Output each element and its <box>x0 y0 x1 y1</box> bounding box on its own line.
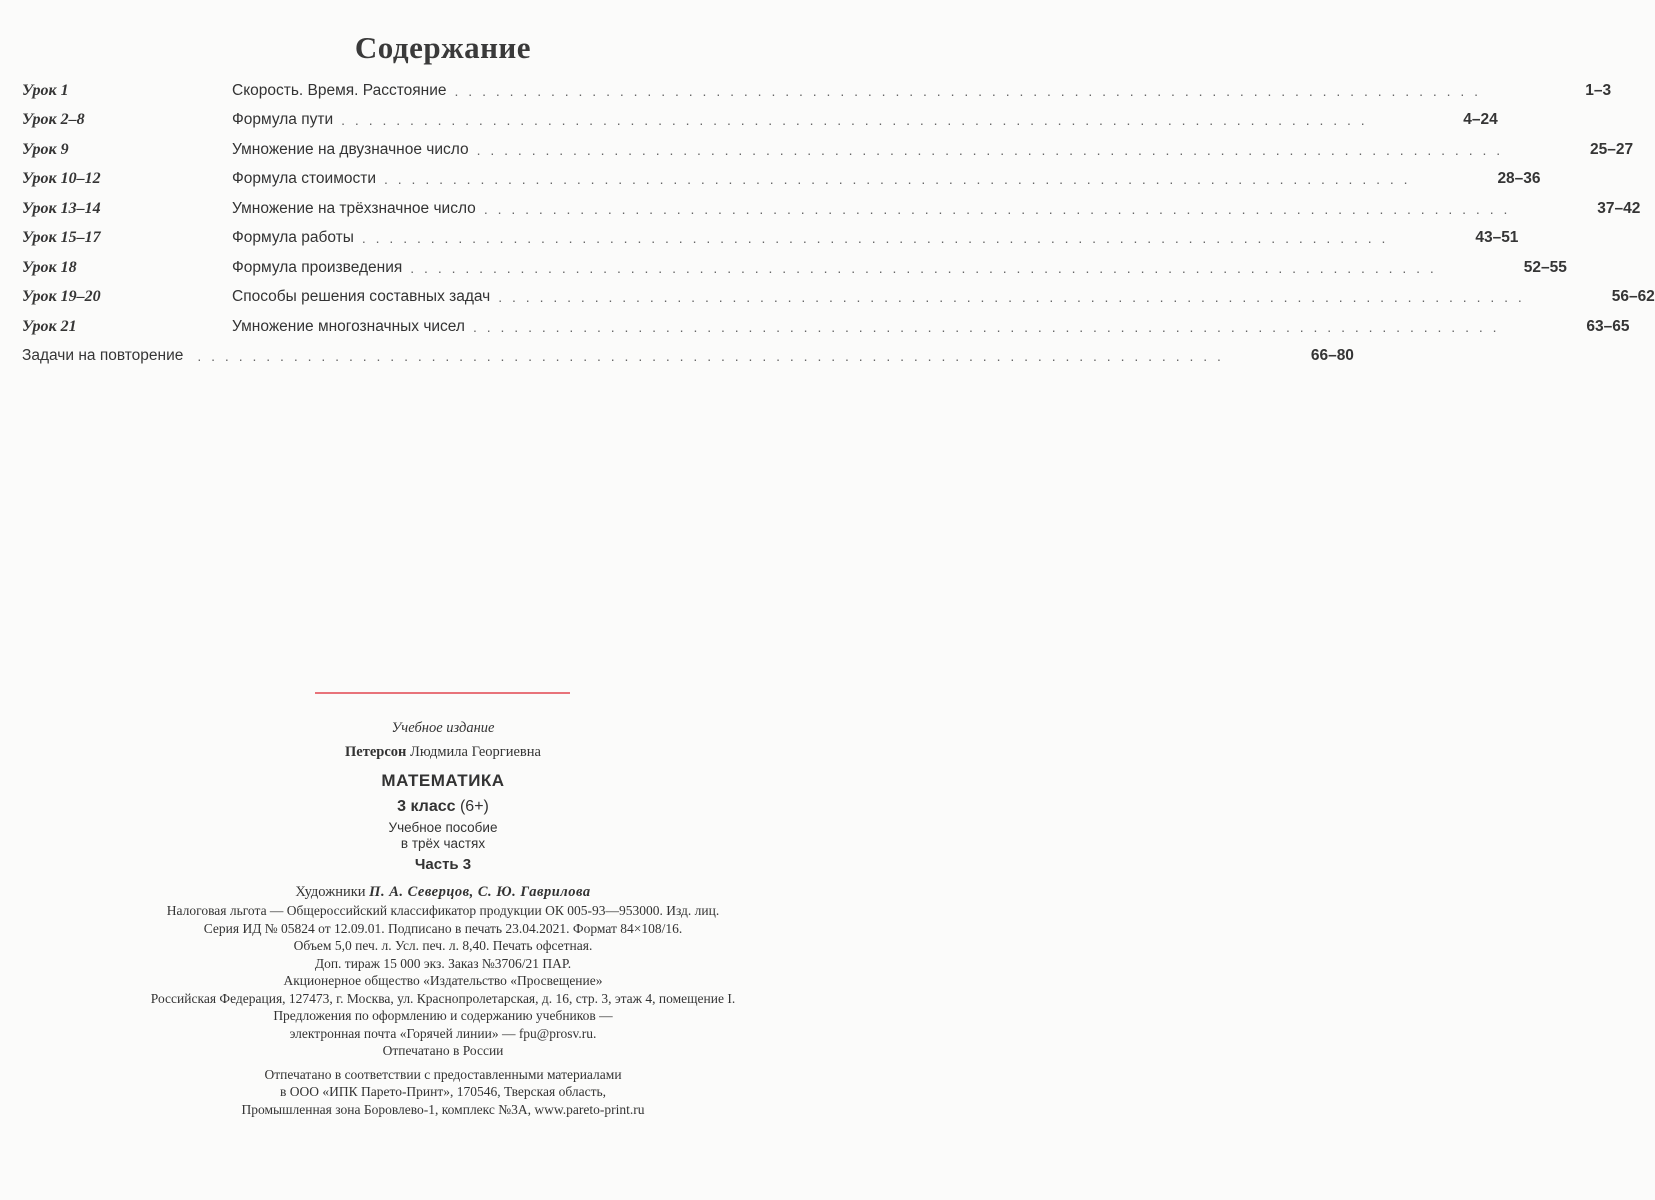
imprint-line: Налоговая льгота — Общероссийский классификатор продукции ОК 005-93—953000. Изд. лиц. <box>166 903 720 918</box>
age-rating: (6+) <box>459 798 489 815</box>
edition-kind: Учебное издание <box>391 720 495 736</box>
artists-label: Художники <box>295 884 366 900</box>
toc-topic <box>232 141 1563 159</box>
printer-line: в ООО «ИПК Парето-Принт», 170546, Тверская область, <box>279 1084 607 1099</box>
toc-topic <box>232 82 1541 100</box>
grade-label: 3 класс <box>397 798 456 815</box>
book-type-line: в трёх частях <box>400 836 486 851</box>
author-last-name: Петерсон <box>345 744 407 760</box>
dot-leader: . . . . . . . . . . . . . . . . . . . . . . . . . . . . . . . . . . . . . . . . . . . . . . . . . . . . . . . . . . . . . . . . . . . . . . . . . . . <box>498 289 1525 306</box>
dot-leader: . . . . . . . . . . . . . . . . . . . . . . . . . . . . . . . . . . . . . . . . . . . . . . . . . . . . . . . . . . . . . . . . . . . . . . . . . . . <box>361 230 1389 247</box>
imprint-line: Объем 5,0 печ. л. Усл. печ. л. 8,40. Печать офсетная. <box>293 938 593 953</box>
toc-lesson: Урок 1 <box>22 81 69 99</box>
dot-leader: . . . . . . . . . . . . . . . . . . . . . . . . . . . . . . . . . . . . . . . . . . . . . . . . . . . . . . . . . . . . . . . . . . . . . . . . . . . <box>383 171 1411 188</box>
toc-row <box>22 165 1541 195</box>
toc-topic-label: Способы решения составных задач <box>232 288 491 306</box>
imprint-line: Акционерное общество «Издательство «Просвещение» <box>283 973 603 988</box>
toc-topic-label: Умножение многозначных чисел <box>232 317 465 335</box>
toc-pages: 28–36 <box>1497 170 1541 188</box>
red-divider <box>315 692 570 694</box>
toc-row-review <box>22 342 1354 372</box>
book-subject: МАТЕМАТИКА <box>381 771 505 790</box>
toc-pages: 52–55 <box>1523 258 1567 276</box>
imprint-line: Отпечатано в России <box>382 1043 504 1058</box>
dot-leader: . . . . . . . . . . . . . . . . . . . . . . . . . . . . . . . . . . . . . . . . . . . . . . . . . . . . . . . . . . . . . . . . . . . . . . . . . . . <box>197 348 1224 365</box>
toc-pages: 25–27 <box>1590 140 1634 158</box>
toc-row <box>22 224 1519 254</box>
book-type-line: Учебное пособие <box>388 820 498 835</box>
toc-row <box>22 312 1630 342</box>
dot-leader: . . . . . . . . . . . . . . . . . . . . . . . . . . . . . . . . . . . . . . . . . . . . . . . . . . . . . . . . . . . . . . . . . . . . . . . . . . . <box>472 318 1500 335</box>
toc-pages: 66–80 <box>1310 347 1354 365</box>
dot-leader: . . . . . . . . . . . . . . . . . . . . . . . . . . . . . . . . . . . . . . . . . . . . . . . . . . . . . . . . . . . . . . . . . . . . . . . . . . . <box>341 112 1368 129</box>
imprint-line: Предложения по оформлению и содержанию учебников — <box>273 1008 613 1023</box>
toc-title: Содержание <box>354 30 532 65</box>
toc-topic <box>232 229 1448 247</box>
toc-topic-label: Формула стоимости <box>232 170 376 188</box>
toc-lesson: Урок 18 <box>22 258 77 276</box>
toc-row <box>22 194 1641 224</box>
toc-topic <box>232 318 1560 336</box>
toc-lesson: Урок 21 <box>22 317 77 335</box>
toc-pages: 37–42 <box>1597 199 1641 217</box>
toc-pages: 63–65 <box>1586 317 1630 335</box>
dot-leader: . . . . . . . . . . . . . . . . . . . . . . . . . . . . . . . . . . . . . . . . . . . . . . . . . . . . . . . . . . . . . . . . . . . . . . . . . . . <box>483 200 1511 217</box>
toc-row <box>22 76 1612 106</box>
toc-topic <box>232 288 1585 306</box>
printer-line: Промышленная зона Боровлево-1, комплекс №3А, www.pareto-print.ru <box>241 1101 645 1117</box>
imprint-line: Доп. тираж 15 000 экз. Заказ №3706/21 ПАР. <box>314 955 572 971</box>
toc-lesson: Урок 2–8 <box>22 111 85 129</box>
toc-topic <box>232 170 1471 188</box>
dot-leader: . . . . . . . . . . . . . . . . . . . . . . . . . . . . . . . . . . . . . . . . . . . . . . . . . . . . . . . . . . . . . . . . . . . . . . . . . . . <box>410 259 1437 276</box>
dot-leader: . . . . . . . . . . . . . . . . . . . . . . . . . . . . . . . . . . . . . . . . . . . . . . . . . . . . . . . . . . . . . . . . . . . . . . . . . . . <box>476 141 1504 158</box>
imprint-line: Российская Федерация, 127473, г. Москва, ул. Краснопролетарская, д. 16, стр. 3, этаж 4, помещение I. <box>150 990 736 1006</box>
toc-lesson: Урок 19–20 <box>22 288 101 306</box>
toc-row <box>22 283 1655 313</box>
printer-line: Отпечатано в соответствии с предоставленными материалами <box>264 1066 622 1082</box>
toc-lesson: Урок 9 <box>22 140 69 158</box>
toc-pages: 43–51 <box>1475 229 1519 247</box>
toc-pages: 1–3 <box>1585 81 1612 99</box>
toc-row <box>22 135 1634 165</box>
toc-topic-label: Умножение на двузначное число <box>232 140 469 158</box>
toc-row <box>22 253 1567 283</box>
imprint <box>0 716 886 1118</box>
author-first-names: Людмила Георгиевна <box>410 744 541 760</box>
table-of-contents <box>22 76 1655 371</box>
toc-review-label: Задачи на повторение <box>22 347 184 365</box>
toc-topic-label: Формула произведения <box>232 258 403 276</box>
book-part: Часть 3 <box>414 856 472 873</box>
toc-lesson: Урок 10–12 <box>22 170 101 188</box>
toc-topic-label: Скорость. Время. Расстояние <box>232 81 447 99</box>
toc-row <box>22 106 1498 136</box>
grade <box>0 794 886 820</box>
toc-topic <box>232 259 1497 277</box>
toc-topic <box>232 200 1570 218</box>
toc-lesson: Урок 13–14 <box>22 199 101 217</box>
author <box>0 740 886 764</box>
toc-pages: 56–62 <box>1611 288 1655 306</box>
toc-topic-label: Формула пути <box>232 111 334 129</box>
toc-topic <box>197 348 1284 364</box>
imprint-line: Серия ИД № 05824 от 12.09.01. Подписано в печать 23.04.2021. Формат 84×108/16. <box>203 920 683 936</box>
toc-topic-label: Умножение на трёхзначное число <box>232 199 476 217</box>
artists <box>0 878 886 902</box>
imprint-line: электронная почта «Горячей линии» — fpu@prosv.ru. <box>289 1025 597 1041</box>
dot-leader: . . . . . . . . . . . . . . . . . . . . . . . . . . . . . . . . . . . . . . . . . . . . . . . . . . . . . . . . . . . . . . . . . . . . . . . . . . . <box>454 82 1482 99</box>
toc-lesson: Урок 15–17 <box>22 229 101 247</box>
artists-names: П. А. Северцов, С. Ю. Гаврилова <box>369 884 591 900</box>
toc-topic <box>232 111 1428 129</box>
toc-topic-label: Формула работы <box>232 229 354 247</box>
toc-pages: 4–24 <box>1463 111 1498 129</box>
